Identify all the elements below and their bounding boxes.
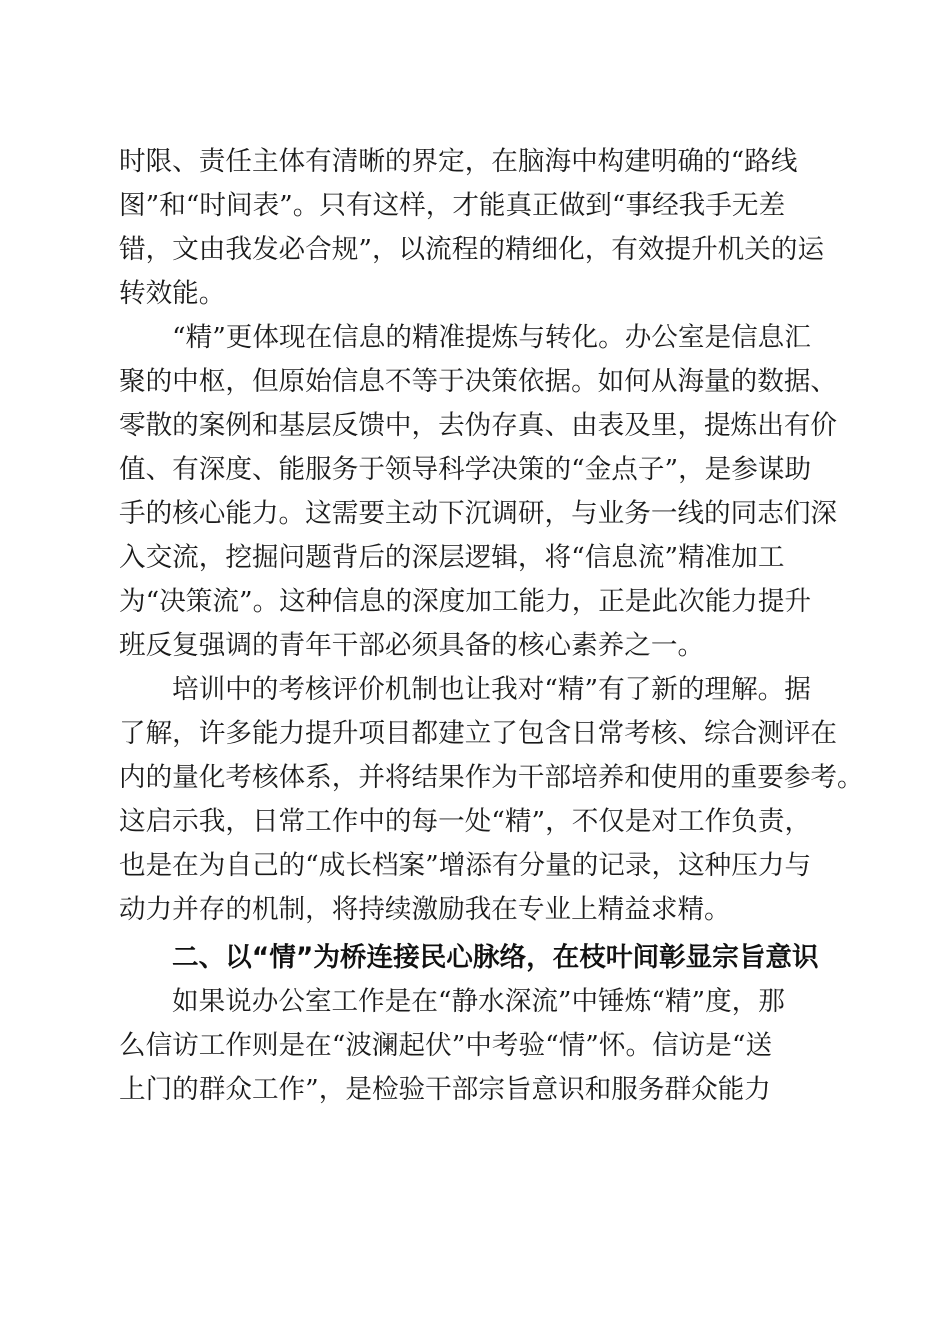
text-line: 动力并存的机制，将持续激励我在专业上精益求精。 — [119, 894, 731, 925]
text-line: 手的核心能力。这需要主动下沉调研，与业务一线的同志们深 — [119, 498, 838, 529]
paragraph-start-line: 培训中的考核评价机制也让我对“精”有了新的理解。据 — [172, 674, 811, 705]
text-line: 内的量化考核体系，并将结果作为干部培养和使用的重要参考。 — [119, 762, 864, 793]
text-line: 转效能。 — [119, 278, 226, 309]
text-line: 零散的案例和基层反馈中，去伪存真、由表及里，提炼出有价 — [119, 410, 838, 441]
text-line: 为“决策流”。这种信息的深度加工能力，正是此次能力提升 — [119, 586, 812, 617]
text-line: 图”和“时间表”。只有这样，才能真正做到“事经我手无差 — [119, 190, 786, 221]
text-line: 时限、责任主体有清晰的界定，在脑海中构建明确的“路线 — [119, 146, 798, 177]
paragraph-start-line: 如果说办公室工作是在“静水深流”中锤炼“精”度，那 — [172, 986, 785, 1017]
text-line: 上门的群众工作”，是检验干部宗旨意识和服务群众能力 — [119, 1074, 771, 1105]
section-heading: 二、以“情”为桥连接民心脉络，在枝叶间彰显宗旨意识 — [172, 942, 819, 973]
text-line: 错，文由我发必合规”，以流程的精细化，有效提升机关的运 — [119, 234, 825, 265]
text-line: 聚的中枢，但原始信息不等于决策依据。如何从海量的数据、 — [119, 366, 838, 397]
text-line: 入交流，挖掘问题背后的深层逻辑，将“信息流”精准加工 — [119, 542, 785, 573]
text-line: 班反复强调的青年干部必须具备的核心素养之一。 — [119, 630, 705, 661]
text-line: 了解，许多能力提升项目都建立了包含日常考核、综合测评在 — [119, 718, 838, 749]
text-line: 这启示我，日常工作中的每一处“精”，不仅是对工作负责， — [119, 806, 812, 837]
text-line: 也是在为自己的“成长档案”增添有分量的记录，这种压力与 — [119, 850, 812, 881]
text-line: 值、有深度、能服务于领导科学决策的“金点子”，是参谋助 — [119, 454, 812, 485]
text-line: 么信访工作则是在“波澜起伏”中考验“情”怀。信访是“送 — [119, 1030, 773, 1061]
paragraph-start-line: “精”更体现在信息的精准提炼与转化。办公室是信息汇 — [172, 322, 811, 353]
